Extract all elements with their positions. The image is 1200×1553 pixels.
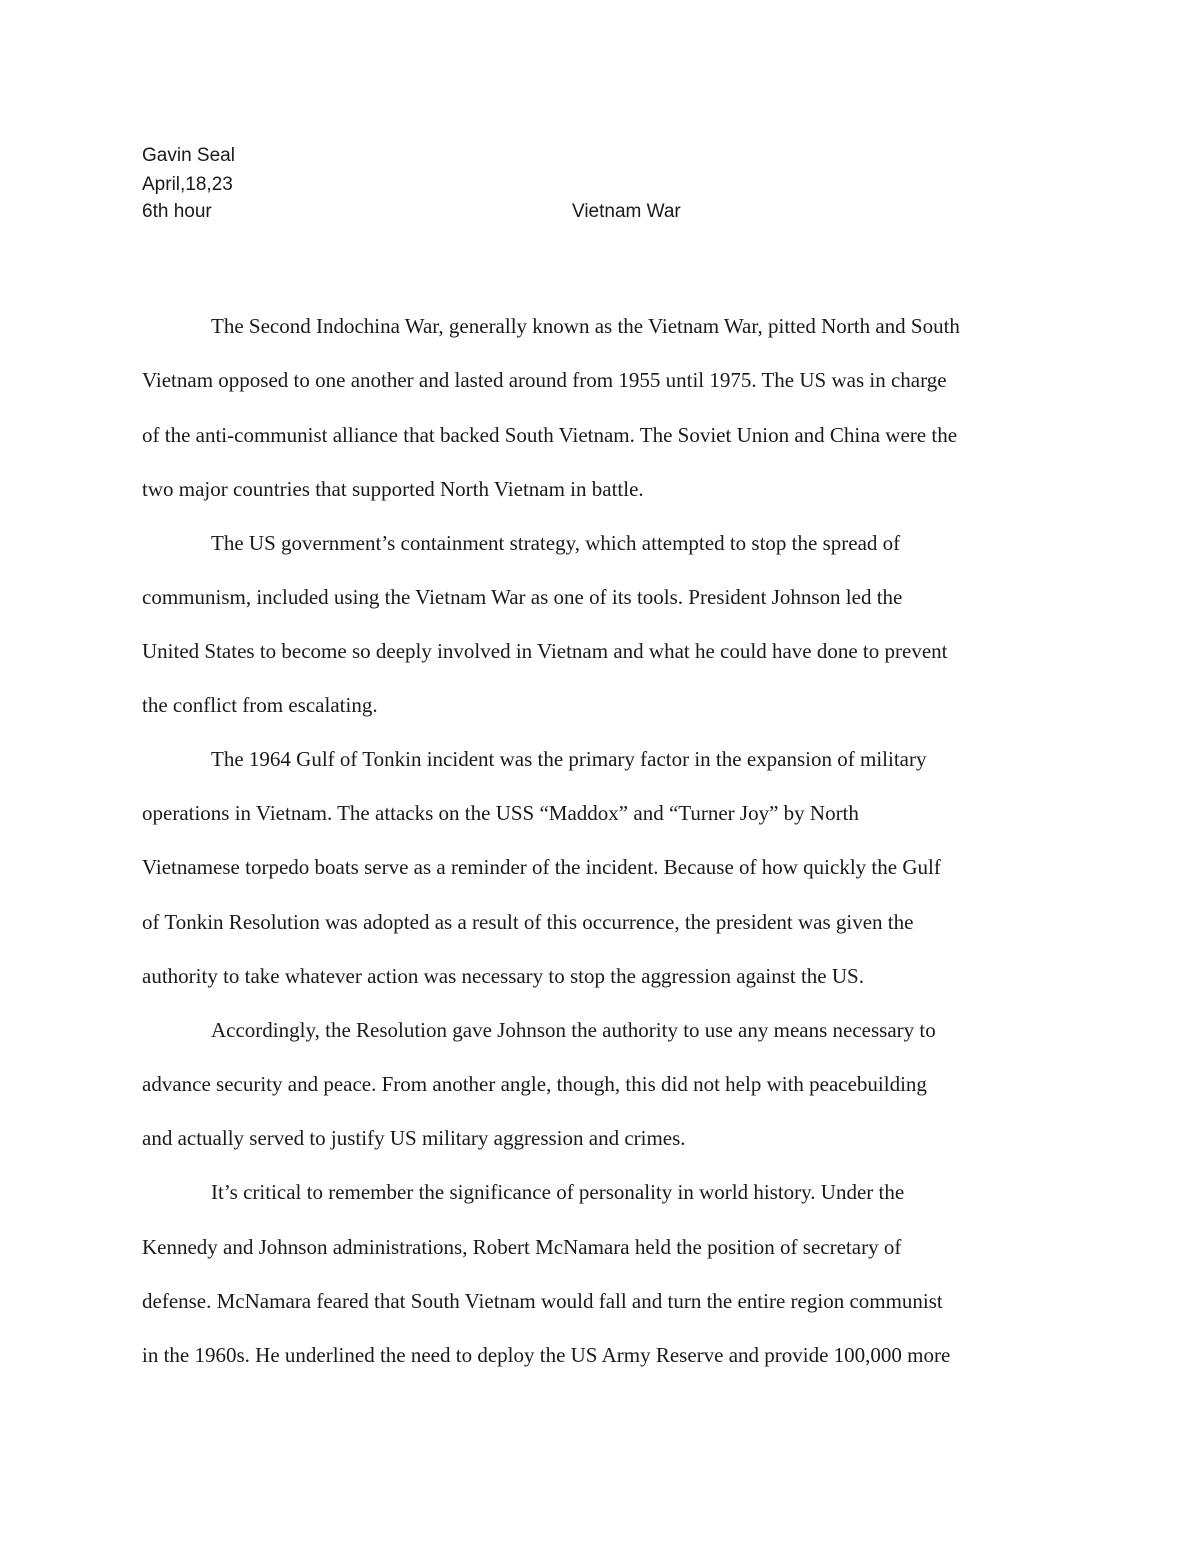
body-line: Kennedy and Johnson administrations, Robert McNamara held the position of secretary of xyxy=(142,1235,902,1259)
body-line: The 1964 Gulf of Tonkin incident was the primary factor in the expansion of military xyxy=(211,747,927,771)
body-line: advance security and peace. From another angle, though, this did not help with peacebuilding xyxy=(142,1072,927,1096)
body-line: Vietnamese torpedo boats serve as a reminder of the incident. Because of how quickly the Gulf xyxy=(142,855,941,879)
body-line: of the anti-communist alliance that backed South Vietnam. The Soviet Union and China were the xyxy=(142,423,958,447)
body-line: Vietnam opposed to one another and lasted around from 1955 until 1975. The US was in charge xyxy=(142,368,947,392)
body-line: authority to take whatever action was necessary to stop the aggression against the US. xyxy=(142,964,864,988)
body-line: the conflict from escalating. xyxy=(142,693,378,717)
body-line: communism, included using the Vietnam War as one of its tools. President Johnson led the xyxy=(142,585,903,609)
body-line: Accordingly, the Resolution gave Johnson the authority to use any means necessary to xyxy=(211,1018,936,1042)
body-line: defense. McNamara feared that South Vietnam would fall and turn the entire region communist xyxy=(142,1289,943,1313)
body-line: in the 1960s. He underlined the need to deploy the US Army Reserve and provide 100,000 more xyxy=(142,1343,951,1367)
body-line: two major countries that supported North Vietnam in battle. xyxy=(142,477,644,501)
document-title: Vietnam War xyxy=(572,201,681,222)
body-line: The Second Indochina War, generally known as the Vietnam War, pitted North and South xyxy=(211,314,960,338)
body-line: and actually served to justify US military aggression and crimes. xyxy=(142,1126,686,1150)
class-period: 6th hour xyxy=(142,201,212,222)
body-line: It’s critical to remember the significance of personality in world history. Under the xyxy=(211,1180,905,1204)
body-line: operations in Vietnam. The attacks on the USS “Maddox” and “Turner Joy” by North xyxy=(142,801,859,825)
document-date: April,18,23 xyxy=(142,174,233,195)
body-line: United States to become so deeply involved in Vietnam and what he could have done to prevent xyxy=(142,639,948,663)
body-line: of Tonkin Resolution was adopted as a result of this occurrence, the president was given the xyxy=(142,910,914,934)
author-name: Gavin Seal xyxy=(142,145,235,166)
body-line: The US government’s containment strategy, which attempted to stop the spread of xyxy=(211,531,901,555)
